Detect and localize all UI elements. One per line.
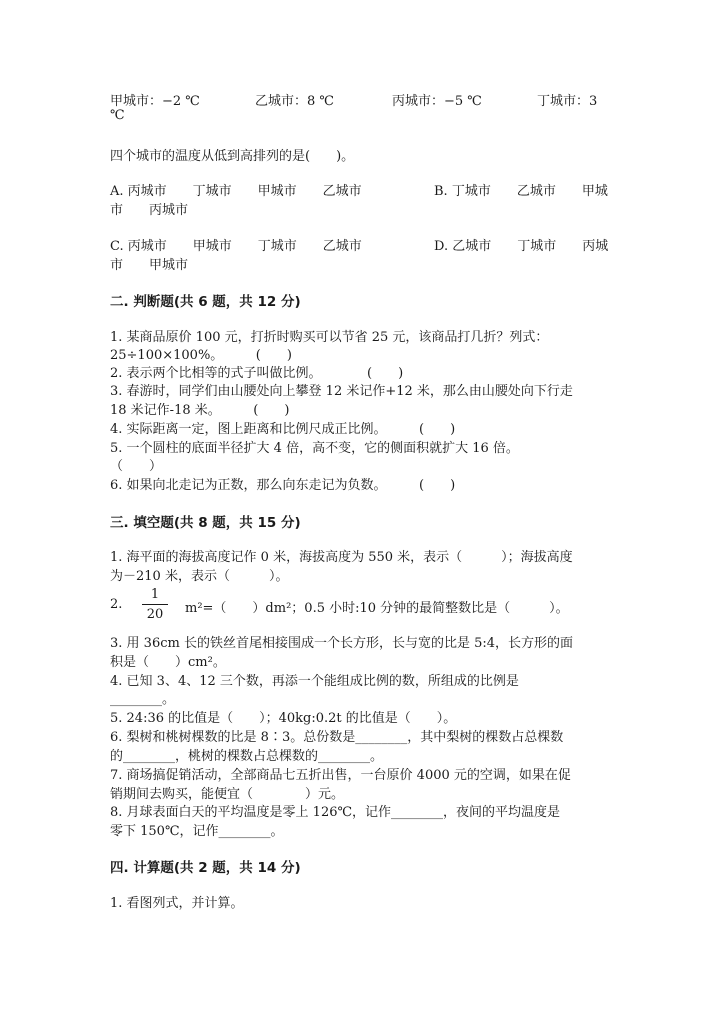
fill-line: m²=（ ）dm²；0.5 小时:10 分钟的最简整数比是（ ）。 bbox=[185, 601, 569, 616]
judge-line: 6. 如果向北走记为正数，那么向东走记为负数。 ( ) bbox=[110, 478, 456, 493]
fraction-bar bbox=[142, 604, 168, 605]
section-4-title: 四. 计算题(共 2 题，共 14 分) bbox=[110, 860, 301, 876]
judge-line: 18 米记作-18 米。 ( ) bbox=[110, 403, 290, 418]
fill-line: 积是（ ）cm²。 bbox=[110, 655, 226, 670]
fill-q2-number: 2. bbox=[110, 597, 123, 612]
fill-line: 3. 用 36cm 长的铁丝首尾相接围成一个长方形，长与宽的比是 5:4，长方形的面 bbox=[110, 636, 574, 651]
option-c: C. 丙城市 甲城市 丁城市 乙城市 bbox=[110, 239, 362, 254]
fill-line: 4. 已知 3、4、12 三个数，再添一个能组成比例的数，所组成的比例是 bbox=[110, 674, 519, 689]
fill-line: 为－210 米，表示（ ）。 bbox=[110, 569, 289, 584]
option-d-continued: 市 甲城市 bbox=[110, 258, 189, 273]
fill-line: 8. 月球表面白天的平均温度是零上 126℃，记作________，夜间的平均温度是 bbox=[110, 805, 561, 820]
temp-city-d: 丁城市：3 bbox=[537, 94, 598, 109]
question-text: 四个城市的温度从低到高排列的是( )。 bbox=[110, 149, 355, 164]
fraction-denominator: 20 bbox=[146, 607, 164, 622]
judge-line: 3. 春游时，同学们由山腰处向上攀登 12 米记作+12 米，那么由山腰处向下行走 bbox=[110, 384, 573, 399]
fraction bbox=[142, 587, 168, 622]
section-3-title: 三. 填空题(共 8 题，共 15 分) bbox=[110, 515, 301, 531]
fill-line: 5. 24:36 的比值是（ ）；40kg:0.2t 的比值是（ ）。 bbox=[110, 711, 457, 726]
fill-line: 销期间去购买，能便宜（ ）元。 bbox=[110, 787, 345, 802]
fill-line: 7. 商场搞促销活动，全部商品七五折出售，一台原价 4000 元的空调，如果在促 bbox=[110, 768, 571, 783]
fill-line: 的________，桃树的棵数占总棵数的________。 bbox=[110, 749, 384, 764]
fill-line: 1. 海平面的海拔高度记作 0 米，海拔高度为 550 米，表示（ ）；海拔高度 bbox=[110, 550, 573, 565]
temp-city-b: 乙城市：8 ℃ bbox=[255, 94, 334, 109]
judge-line: （ ） bbox=[110, 459, 163, 474]
option-b-continued: 市 丙城市 bbox=[110, 203, 189, 218]
fill-line: 6. 梨树和桃树棵数的比是 8∶3。总份数是________，其中梨树的棵数占总棵数 bbox=[110, 730, 564, 745]
temp-city-d-unit: ℃ bbox=[110, 108, 125, 123]
option-a: A. 丙城市 丁城市 甲城市 乙城市 bbox=[110, 184, 362, 199]
judge-line: 1. 某商品原价 100 元，打折时购买可以节省 25 元，该商品打几折？列式： bbox=[110, 330, 549, 345]
judge-line: 2. 表示两个比相等的式子叫做比例。 ( ) bbox=[110, 366, 404, 381]
option-b: B. 丁城市 乙城市 甲城 bbox=[434, 184, 608, 199]
option-d: D. 乙城市 丁城市 丙城 bbox=[434, 239, 609, 254]
section-2-title: 二. 判断题(共 6 题，共 12 分) bbox=[110, 294, 301, 310]
judge-line: 5. 一个圆柱的底面半径扩大 4 倍，高不变，它的侧面积就扩大 16 倍。 bbox=[110, 441, 519, 456]
fraction-numerator: 1 bbox=[150, 587, 160, 602]
judge-line: 4. 实际距离一定，图上距离和比例尺成正比例。 ( ) bbox=[110, 422, 456, 437]
judge-line: 25÷100×100%。 ( ) bbox=[110, 348, 292, 363]
calc-q1: 1. 看图列式，并计算。 bbox=[110, 896, 244, 911]
temp-city-a: 甲城市：−2 ℃ bbox=[110, 94, 200, 109]
fill-line: ________。 bbox=[110, 692, 176, 707]
temp-city-c: 丙城市：−5 ℃ bbox=[392, 94, 482, 109]
fill-line: 零下 150℃，记作________。 bbox=[110, 824, 284, 839]
